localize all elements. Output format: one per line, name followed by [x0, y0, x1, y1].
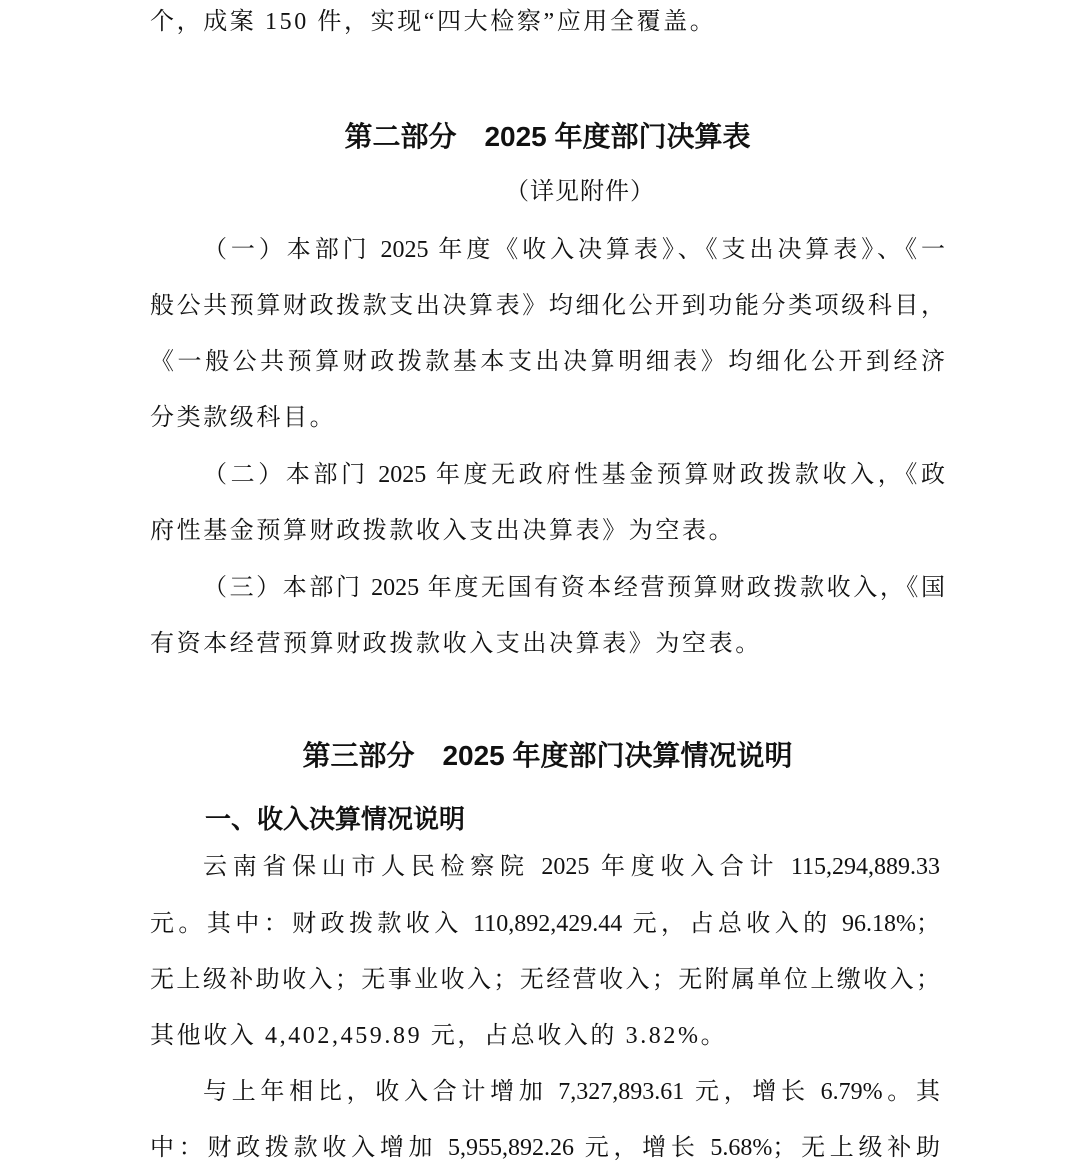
paragraph-line: 个，成案 150 件，实现“四大检察”应用全覆盖。: [150, 9, 717, 35]
paragraph-line: 府性基金预算财政拨款收入支出决算表》为空表。: [150, 518, 736, 544]
paragraph-line: 分类款级科目。: [150, 405, 337, 431]
paragraph-line: 《一般公共预算财政拨款基本支出决算明细表》均细化公开到经济: [150, 349, 945, 375]
paragraph-line: 有资本经营预算财政拨款收入支出决算表》为空表。: [150, 631, 762, 657]
subsection-heading: 一、收入决算情况说明: [205, 804, 466, 834]
section-title-part2: 第二部分 2025 年度部门决算表: [344, 121, 751, 152]
paragraph-line: 元。其中：财政拨款收入 110,892,429.44 元，占总收入的 96.18%；: [150, 911, 940, 937]
paragraph-line: 与上年相比，收入合计增加 7,327,893.61 元，增长 6.79%。其: [203, 1079, 940, 1105]
paragraph-line: 云南省保山市人民检察院 2025 年度收入合计 115,294,889.33: [203, 854, 940, 880]
paragraph-line: （二）本部门 2025 年度无政府性基金预算财政拨款收入，《政: [203, 462, 945, 488]
section-title-part3: 第三部分 2025 年度部门决算情况说明: [302, 740, 793, 771]
paragraph-line: 中：财政拨款收入增加 5,955,892.26 元，增长 5.68%；无上级补助: [150, 1135, 940, 1161]
paragraph-line: （三）本部门 2025 年度无国有资本经营预算财政拨款收入，《国: [203, 575, 945, 601]
paragraph-line: 般公共预算财政拨款支出决算表》均细化公开到功能分类项级科目，: [150, 293, 945, 319]
attachment-note: （详见附件）: [505, 179, 655, 205]
paragraph-line: 其他收入 4,402,459.89 元，占总收入的 3.82%。: [150, 1023, 728, 1049]
paragraph-line: 无上级补助收入；无事业收入；无经营收入；无附属单位上缴收入；: [150, 967, 940, 993]
paragraph-line: （一）本部门 2025 年度《收入决算表》、《支出决算表》、《一: [203, 237, 945, 263]
